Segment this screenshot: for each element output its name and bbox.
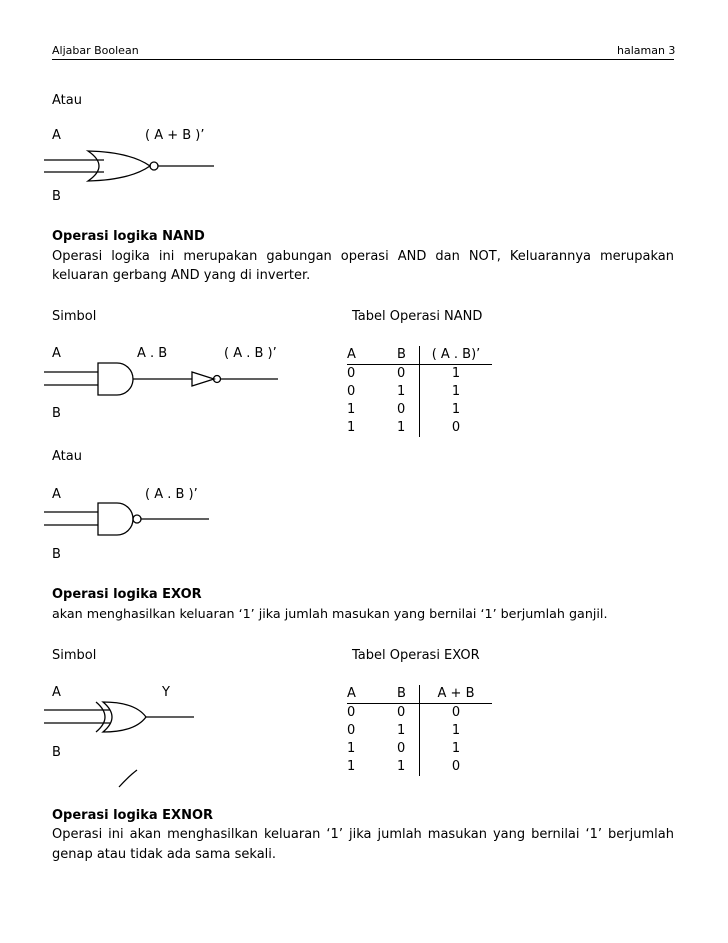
nor-output-label: ( A + B )’ xyxy=(145,128,205,143)
table-header-row xyxy=(347,685,492,704)
table-cell: 1 xyxy=(420,383,493,401)
table-cell: 0 xyxy=(420,419,493,437)
exnor-paragraph-line2: genap atau tidak ada sama sekali. xyxy=(52,847,277,862)
exor-input-b-label: B xyxy=(52,745,61,760)
nand-alt-input-a-label: A xyxy=(52,487,61,502)
table-cell: 1 xyxy=(420,401,493,419)
table-cell: 1 xyxy=(347,402,356,417)
nand-paragraph-line1: Operasi logika ini merupakan gabungan operasi AND dan NOT, Keluarannya merupakan xyxy=(52,249,674,264)
exor-table-title: Tabel Operasi EXOR xyxy=(352,648,480,663)
table-cell: 1 xyxy=(347,759,356,774)
table-row xyxy=(347,740,492,758)
table-cell: 0 xyxy=(420,704,493,723)
nand-simbol-label: Simbol xyxy=(52,309,97,324)
exnor-paragraph-line1: Operasi ini akan menghasilkan keluaran ‘1’ jika jumlah masukan yang bernilai ‘1’ berjumlah xyxy=(52,827,674,842)
nor-input-b-label: B xyxy=(52,189,61,204)
header-page-number: halaman 3 xyxy=(617,44,676,57)
exnor-heading: Operasi logika EXNOR xyxy=(52,808,214,823)
table-cell: 0 xyxy=(397,402,406,417)
table-cell: 0 xyxy=(397,366,406,381)
nand-and-output-label: A . B xyxy=(137,346,168,361)
table-header-a: A xyxy=(347,346,397,365)
nand-alt-input-b-label: B xyxy=(52,547,61,562)
table-cell: 1 xyxy=(397,420,406,435)
table-row xyxy=(347,704,492,723)
nand-paragraph-line2: keluaran gerbang AND yang di inverter. xyxy=(52,268,311,283)
table-header-output: A + B xyxy=(420,685,493,704)
nand-alt-output-label: ( A . B )’ xyxy=(145,487,198,502)
table-cell: 0 xyxy=(347,366,356,381)
table-header-b: B xyxy=(397,346,420,365)
exor-truth-table xyxy=(347,685,492,776)
table-cell: 1 xyxy=(347,741,356,756)
table-cell: 1 xyxy=(397,384,406,399)
table-cell: 0 xyxy=(347,723,356,738)
table-cell: 0 xyxy=(420,758,493,776)
table-cell: 1 xyxy=(420,722,493,740)
header-title: Aljabar Boolean xyxy=(52,44,139,57)
table-header-output: ( A . B)’ xyxy=(420,346,493,365)
nand-input-a-label: A xyxy=(52,346,61,361)
table-header-a: A xyxy=(347,685,397,704)
nand-output-label: ( A . B )’ xyxy=(224,346,277,361)
table-cell: 1 xyxy=(397,723,406,738)
nand-input-b-label: B xyxy=(52,406,61,421)
table-cell: 0 xyxy=(347,384,356,399)
nand-table-title: Tabel Operasi NAND xyxy=(352,309,483,324)
table-row xyxy=(347,722,492,740)
table-row xyxy=(347,758,492,776)
table-cell: 0 xyxy=(347,705,356,720)
nand-atau-label: Atau xyxy=(52,449,82,464)
table-header-b: B xyxy=(397,685,420,704)
nor-atau-label: Atau xyxy=(52,93,82,108)
table-cell: 0 xyxy=(397,705,406,720)
exor-paragraph: akan menghasilkan keluaran ‘1’ jika jumlah masukan yang bernilai ‘1’ berjumlah ganjil. xyxy=(52,606,608,621)
table-cell: 0 xyxy=(397,741,406,756)
exor-input-a-label: A xyxy=(52,685,61,700)
nor-input-a-label: A xyxy=(52,128,61,143)
exor-output-label: Y xyxy=(162,685,170,700)
table-cell: 1 xyxy=(420,740,493,758)
table-cell: 1 xyxy=(347,420,356,435)
exor-heading: Operasi logika EXOR xyxy=(52,587,202,602)
table-cell: 1 xyxy=(420,365,493,384)
nand-heading: Operasi logika NAND xyxy=(52,229,205,244)
table-cell: 1 xyxy=(397,759,406,774)
exor-simbol-label: Simbol xyxy=(52,648,97,663)
